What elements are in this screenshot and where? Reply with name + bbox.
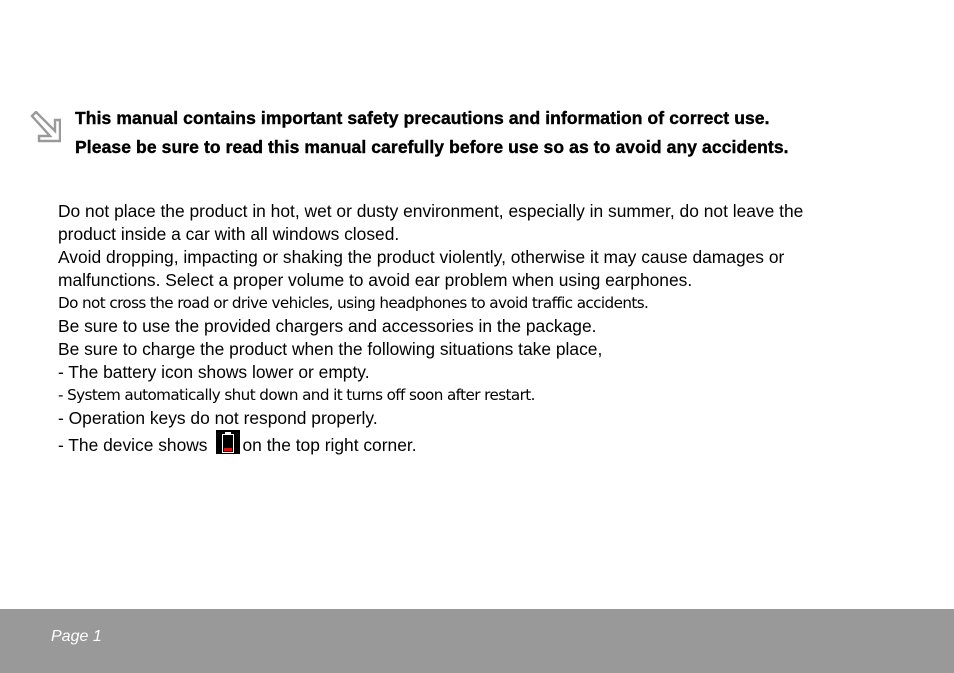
page-footer — [0, 609, 954, 673]
precaution-line: malfunctions. Select a proper volume to avoid ear problem when using earphones. — [58, 270, 693, 290]
notice-line: This manual contains important safety precautions and information of correct use. — [75, 108, 770, 128]
precaution-line: product inside a car with all windows closed. — [58, 224, 400, 244]
precaution-line: Do not place the product in hot, wet or dusty environment, especially in summer, do not leave the — [58, 201, 804, 221]
precaution-line: Do not cross the road or drive vehicles, using headphones to avoid traffic accidents. — [58, 294, 649, 312]
device-line-before: - The device shows — [58, 434, 208, 455]
precaution-line: - System automatically shut down and it turns off soon after restart. — [58, 386, 535, 404]
precautions-list — [58, 200, 938, 460]
device-line-after: on the top right corner. — [242, 434, 417, 455]
precaution-line: Avoid dropping, impacting or shaking the product violently, otherwise it may cause damages or — [58, 247, 785, 267]
page-number: Page 1 — [51, 628, 102, 645]
arrow-down-right-icon — [29, 111, 61, 143]
notice-line: Please be sure to read this manual carefully before use so as to avoid any accidents. — [75, 137, 789, 157]
precaution-line: - The battery icon shows lower or empty. — [58, 362, 370, 382]
battery-low-icon — [216, 430, 240, 454]
safety-notice — [75, 104, 945, 162]
precaution-line: - Operation keys do not respond properly. — [58, 408, 378, 428]
device-shows-line — [58, 430, 938, 460]
precaution-line: Be sure to use the provided chargers and accessories in the package. — [58, 316, 597, 336]
precaution-line: Be sure to charge the product when the following situations take place, — [58, 339, 603, 359]
